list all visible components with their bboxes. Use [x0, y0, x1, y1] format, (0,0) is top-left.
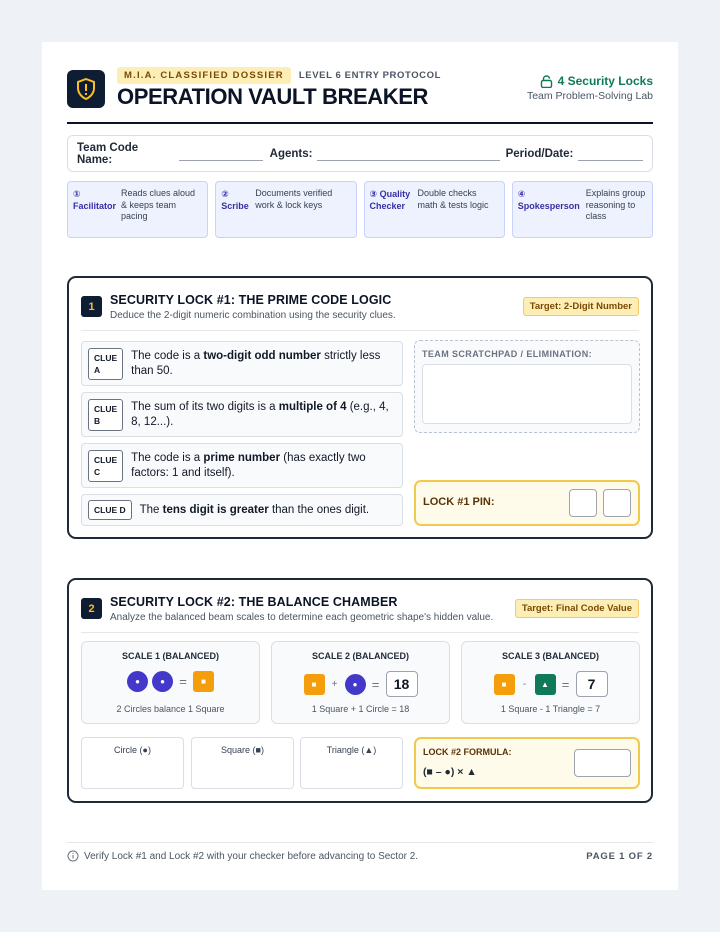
clue-text: The code is a two-digit odd number strictly less than 50. — [131, 350, 381, 377]
clue-a — [81, 341, 403, 386]
period-field[interactable] — [578, 147, 643, 161]
scratchpad-label: TEAM SCRATCHPAD / ELIMINATION: — [422, 349, 592, 359]
page-title: OPERATION VAULT BREAKER — [117, 84, 429, 109]
scale-caption: 1 Square + 1 Circle = 18 — [311, 704, 410, 714]
lock-number-badge: 2 — [81, 598, 102, 619]
locks-label: 4 Security Locks — [557, 74, 653, 88]
role-description: Explains group reasoning to class — [585, 188, 646, 221]
role-name: Scribe — [221, 201, 249, 211]
clue-text: The tens digit is greater than the ones digit. — [139, 503, 370, 516]
role-number: ④ — [517, 189, 526, 199]
clue-text: The code is a prime number (has exactly two factors: 1 and itself). — [131, 452, 366, 479]
locks-count — [540, 74, 653, 88]
card-divider — [81, 330, 639, 331]
lock-2-card — [67, 578, 653, 803]
role-facilitator — [67, 181, 208, 238]
equals-sign: = — [561, 676, 570, 692]
role-description: Double checks math & tests logic — [417, 188, 489, 210]
header-kicker-row — [117, 67, 441, 84]
lab-subtitle: Team Problem-Solving Lab — [526, 90, 653, 102]
header-rule — [67, 122, 653, 124]
square-shape-icon: ■ — [494, 674, 515, 695]
role-scribe — [215, 181, 356, 238]
triangle-answer-box[interactable] — [300, 737, 403, 789]
lock-1-title: SECURITY LOCK #1: THE PRIME CODE LOGIC — [110, 293, 392, 307]
role-description: Reads clues aloud & keeps team pacing — [121, 188, 196, 221]
scale-value: 18 — [386, 671, 418, 697]
lock-2-target-badge: Target: Final Code Value — [515, 599, 639, 618]
pin-digit-2-box[interactable] — [603, 489, 631, 517]
pin-digit-1-box[interactable] — [569, 489, 597, 517]
agents-label: Agents: — [269, 147, 313, 160]
circle-shape-icon: ● — [345, 674, 366, 695]
agents-field[interactable] — [317, 147, 499, 161]
minus-sign: - — [522, 678, 527, 690]
period-label: Period/Date: — [505, 147, 574, 160]
lock-1-pin-panel — [414, 480, 640, 526]
scale-equation — [462, 671, 639, 697]
scale-value: 7 — [576, 671, 608, 697]
team-code-label: Team Code Name: — [77, 141, 139, 166]
answer-label: Circle (●) — [114, 745, 151, 755]
circle-shape-icon: ● — [127, 671, 148, 692]
shield-alert-icon — [67, 70, 105, 108]
clue-d — [81, 494, 403, 526]
clue-text: The sum of its two digits is a multiple of 4 (e.g., 4, 8, 12...). — [131, 401, 389, 428]
team-scratchpad — [414, 340, 640, 433]
role-number: ③ — [369, 189, 378, 199]
lock-number-badge: 1 — [81, 296, 102, 317]
level-label: LEVEL 6 ENTRY PROTOCOL — [298, 70, 442, 81]
triangle-shape-icon: ▲ — [535, 674, 556, 695]
plus-sign: + — [331, 678, 338, 690]
square-answer-box[interactable] — [191, 737, 294, 789]
circle-answer-box[interactable] — [81, 737, 184, 789]
role-number: ② — [221, 189, 229, 199]
lock-1-card — [67, 276, 653, 539]
role-quality-checker — [364, 181, 505, 238]
formula-expression: (■ – ●) × ▲ — [423, 766, 477, 778]
role-name: Facilitator — [73, 201, 117, 211]
lock-2-formula-panel — [414, 737, 640, 789]
team-info-bar — [67, 135, 653, 172]
dossier-badge: M.I.A. CLASSIFIED DOSSIER — [117, 67, 291, 84]
footer-note-text: Verify Lock #1 and Lock #2 with your checker before advancing to Sector 2. — [84, 850, 419, 862]
scale-equation — [82, 671, 259, 692]
role-description: Documents verified work & lock keys — [255, 188, 333, 210]
answer-label: Triangle (▲) — [326, 745, 377, 755]
lock-1-target-badge: Target: 2-Digit Number — [523, 297, 639, 316]
clue-b — [81, 392, 403, 437]
info-circle-icon — [67, 850, 79, 862]
team-code-field[interactable] — [179, 147, 262, 161]
scale-title: SCALE 3 (BALANCED) — [501, 651, 599, 661]
lock-2-subtitle: Analyze the balanced beam scales to determine each geometric shape's hidden value. — [110, 612, 494, 623]
lock-1-subtitle: Deduce the 2-digit numeric combination using the security clues. — [110, 310, 396, 321]
page-number: PAGE 1 OF 2 — [586, 851, 653, 862]
clue-tag: CLUE A — [88, 348, 123, 380]
lock-2-title: SECURITY LOCK #2: THE BALANCE CHAMBER — [110, 595, 398, 609]
square-shape-icon: ■ — [193, 671, 214, 692]
equals-sign: = — [371, 676, 380, 692]
roles-row — [67, 181, 653, 238]
footer-rule — [67, 842, 653, 843]
worksheet-page — [42, 42, 678, 890]
formula-answer-box[interactable] — [574, 749, 631, 777]
square-shape-icon: ■ — [304, 674, 325, 695]
scale-2 — [271, 641, 450, 724]
clue-tag: CLUE B — [88, 399, 123, 431]
scale-title: SCALE 1 (BALANCED) — [121, 651, 219, 661]
role-name: Quality Checker — [369, 189, 411, 211]
scale-1 — [81, 641, 260, 724]
card-divider — [81, 632, 639, 633]
scratchpad-area[interactable] — [422, 364, 632, 424]
scale-equation — [272, 671, 449, 697]
footer-note — [67, 850, 418, 862]
padlock-icon — [540, 75, 553, 88]
role-name: Spokesperson — [517, 201, 580, 211]
clue-tag: CLUE C — [88, 450, 123, 482]
role-number: ① — [73, 189, 81, 199]
clue-tag: CLUE D — [88, 500, 132, 520]
circle-shape-icon: ● — [152, 671, 173, 692]
clue-c — [81, 443, 403, 488]
formula-label: LOCK #2 FORMULA: — [423, 747, 512, 757]
equals-sign: = — [179, 674, 187, 689]
scale-title: SCALE 2 (BALANCED) — [311, 651, 409, 661]
pin-label: LOCK #1 PIN: — [423, 496, 495, 508]
scale-caption: 2 Circles balance 1 Square — [116, 704, 225, 714]
answer-label: Square (■) — [221, 745, 264, 755]
role-spokesperson — [512, 181, 653, 238]
scale-caption: 1 Square - 1 Triangle = 7 — [500, 704, 601, 714]
scale-3 — [461, 641, 640, 724]
